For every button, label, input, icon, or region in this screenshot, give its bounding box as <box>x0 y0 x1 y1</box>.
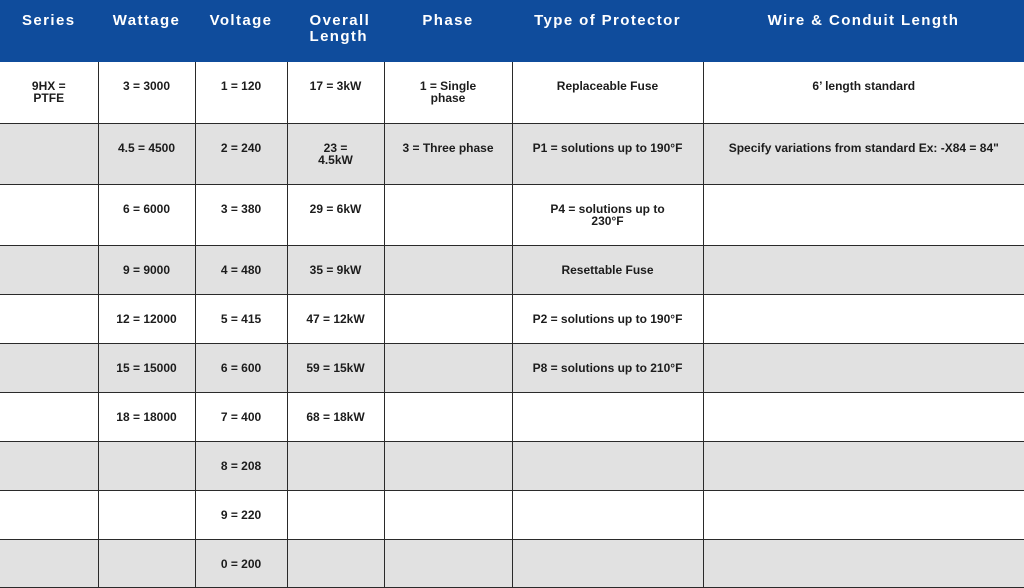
cell-overall-length: 23 = 4.5kW <box>287 123 384 184</box>
cell-series: 9HX = PTFE <box>0 62 98 123</box>
cell-overall-length <box>287 490 384 539</box>
header-wattage: Wattage <box>98 0 195 62</box>
header-type-of-protector: Type of Protector <box>512 0 703 62</box>
cell-wire-conduit-length <box>703 294 1024 343</box>
cell-phase <box>384 441 512 490</box>
cell-type-of-protector: Resettable Fuse <box>512 245 703 294</box>
cell-voltage: 7 = 400 <box>195 392 287 441</box>
cell-wire-conduit-length: Specify variations from standard Ex: -X84 = 84" <box>703 123 1024 184</box>
cell-wattage <box>98 539 195 587</box>
header-wire-conduit-length: Wire & Conduit Length <box>703 0 1024 62</box>
cell-phase <box>384 343 512 392</box>
cell-voltage: 4 = 480 <box>195 245 287 294</box>
cell-voltage: 1 = 120 <box>195 62 287 123</box>
cell-type-of-protector: P1 = solutions up to 190°F <box>512 123 703 184</box>
cell-series <box>0 392 98 441</box>
table-row <box>0 184 1024 245</box>
cell-series <box>0 123 98 184</box>
cell-type-of-protector <box>512 441 703 490</box>
cell-overall-length: 59 = 15kW <box>287 343 384 392</box>
cell-series <box>0 539 98 587</box>
cell-voltage: 2 = 240 <box>195 123 287 184</box>
header-overall-length: Overall Length <box>287 0 384 62</box>
cell-series <box>0 441 98 490</box>
cell-wire-conduit-length <box>703 441 1024 490</box>
cell-series <box>0 343 98 392</box>
cell-wire-conduit-length <box>703 343 1024 392</box>
cell-voltage: 0 = 200 <box>195 539 287 587</box>
cell-voltage: 5 = 415 <box>195 294 287 343</box>
cell-phase <box>384 184 512 245</box>
cell-wattage: 18 = 18000 <box>98 392 195 441</box>
cell-wattage: 3 = 3000 <box>98 62 195 123</box>
cell-type-of-protector: P8 = solutions up to 210°F <box>512 343 703 392</box>
cell-overall-length: 68 = 18kW <box>287 392 384 441</box>
table-row <box>0 343 1024 392</box>
table-row <box>0 539 1024 587</box>
cell-phase <box>384 539 512 587</box>
cell-voltage: 9 = 220 <box>195 490 287 539</box>
cell-wire-conduit-length <box>703 539 1024 587</box>
cell-overall-length: 47 = 12kW <box>287 294 384 343</box>
cell-phase <box>384 294 512 343</box>
cell-overall-length: 35 = 9kW <box>287 245 384 294</box>
cell-phase: 1 = Single phase <box>384 62 512 123</box>
table-row <box>0 294 1024 343</box>
cell-wattage: 4.5 = 4500 <box>98 123 195 184</box>
cell-overall-length <box>287 441 384 490</box>
cell-type-of-protector: P4 = solutions up to 230°F <box>512 184 703 245</box>
cell-voltage: 6 = 600 <box>195 343 287 392</box>
cell-overall-length: 29 = 6kW <box>287 184 384 245</box>
cell-wattage: 12 = 12000 <box>98 294 195 343</box>
table-row <box>0 392 1024 441</box>
table-row <box>0 62 1024 123</box>
cell-wire-conduit-length <box>703 184 1024 245</box>
header-phase: Phase <box>384 0 512 62</box>
cell-type-of-protector <box>512 539 703 587</box>
header-series: Series <box>0 0 98 62</box>
cell-type-of-protector: P2 = solutions up to 190°F <box>512 294 703 343</box>
cell-phase <box>384 490 512 539</box>
cell-series <box>0 490 98 539</box>
table-row <box>0 441 1024 490</box>
cell-type-of-protector <box>512 392 703 441</box>
cell-type-of-protector <box>512 490 703 539</box>
table-row <box>0 490 1024 539</box>
cell-wire-conduit-length: 6’ length standard <box>703 62 1024 123</box>
table-row <box>0 123 1024 184</box>
cell-overall-length: 17 = 3kW <box>287 62 384 123</box>
cell-wire-conduit-length <box>703 245 1024 294</box>
cell-wattage <box>98 441 195 490</box>
cell-wire-conduit-length <box>703 392 1024 441</box>
cell-wattage: 6 = 6000 <box>98 184 195 245</box>
cell-phase <box>384 245 512 294</box>
cell-phase: 3 = Three phase <box>384 123 512 184</box>
cell-voltage: 8 = 208 <box>195 441 287 490</box>
cell-voltage: 3 = 380 <box>195 184 287 245</box>
cell-overall-length <box>287 539 384 587</box>
cell-series <box>0 294 98 343</box>
cell-phase <box>384 392 512 441</box>
table-row <box>0 245 1024 294</box>
cell-series <box>0 245 98 294</box>
header-voltage: Voltage <box>195 0 287 62</box>
header-row <box>0 0 1024 62</box>
cell-wire-conduit-length <box>703 490 1024 539</box>
cell-wattage <box>98 490 195 539</box>
cell-series <box>0 184 98 245</box>
cell-wattage: 9 = 9000 <box>98 245 195 294</box>
cell-type-of-protector: Replaceable Fuse <box>512 62 703 123</box>
cell-wattage: 15 = 15000 <box>98 343 195 392</box>
